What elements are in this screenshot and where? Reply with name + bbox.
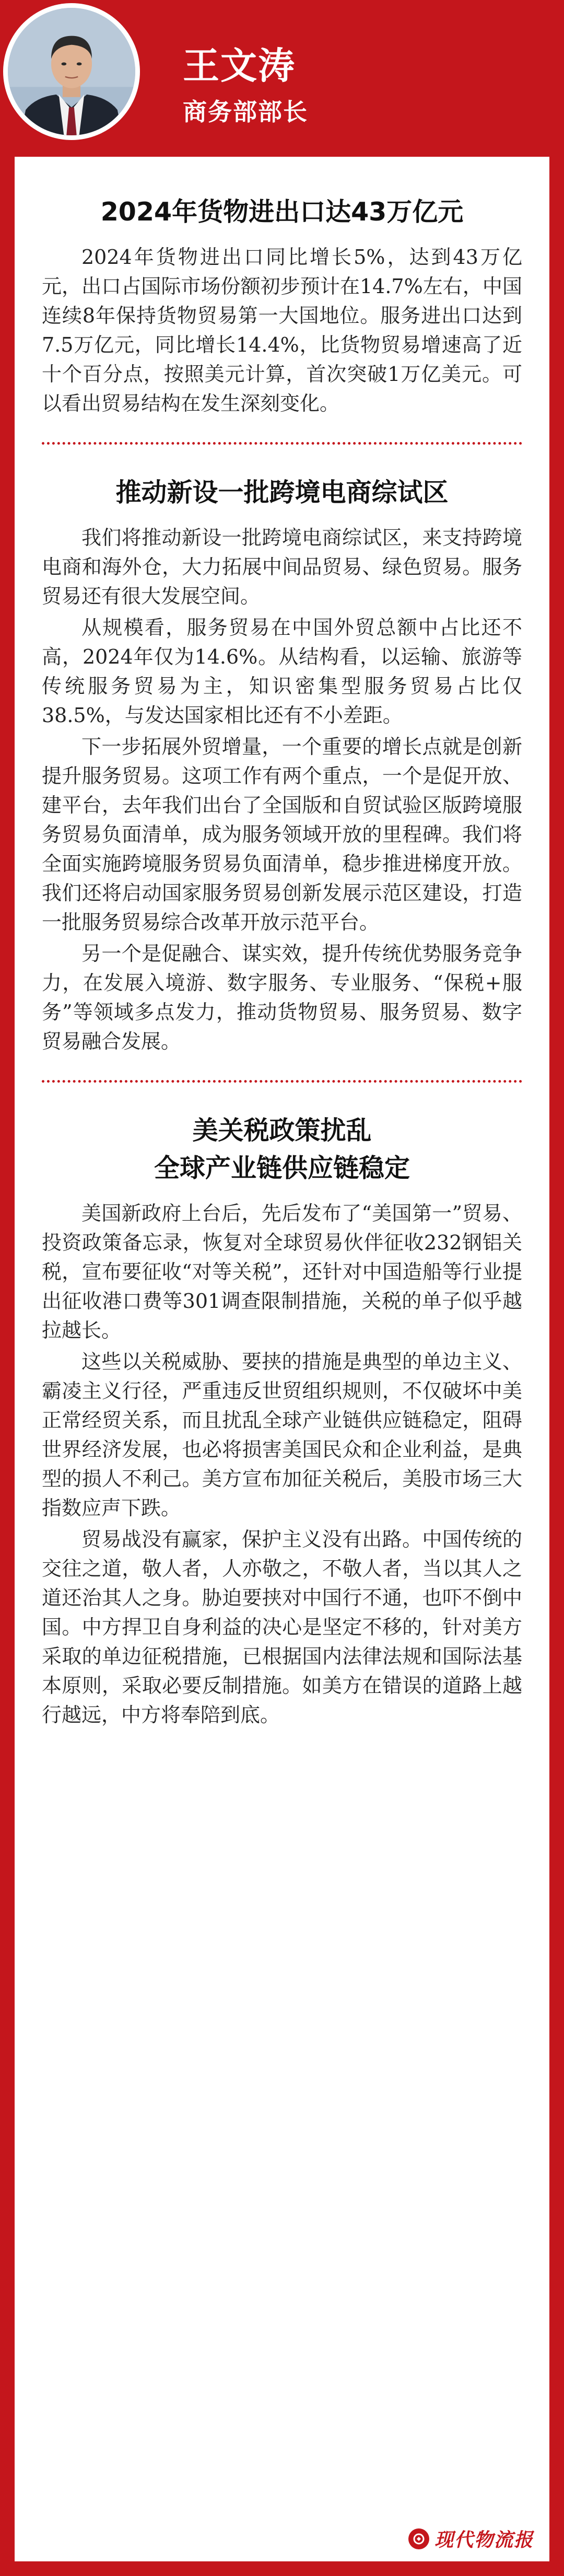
- section-us-tariff-policy: [42, 1112, 522, 1730]
- section-title-line: 全球产业链供应链稳定: [154, 1153, 410, 1183]
- section-goods-trade: [42, 193, 522, 418]
- dotted-divider: [42, 1080, 522, 1083]
- paragraph: 贸易战没有赢家，保护主义没有出路。中国传统的交往之道，敬人者，人亦敬之，不敬人者，当以其人之道还治其人之身。胁迫要挟对中国行不通，也吓不倒中国。中方捍卫自身利益的决心是坚定不移的，针对美方采取的单边征税措施，已根据国内法律法规和国际法基本原则，采取必要反制措施。如美方在错误的道路上越行越远，中方将奉陪到底。: [42, 1528, 522, 1726]
- section-title: [42, 1112, 522, 1187]
- dotted-divider: [42, 442, 522, 445]
- header-banner: [0, 0, 564, 157]
- paragraph: 我们将推动新设一批跨境电商综试区，来支持跨境电商和海外仓，大力拓展中间品贸易、绿色贸易。服务贸易还有很大发展空间。: [42, 526, 522, 608]
- section-title: [42, 474, 522, 512]
- section-cross-border-ecommerce: [42, 474, 522, 1056]
- section-title: [42, 193, 522, 231]
- speaker-photo: [8, 8, 135, 135]
- section-title-line: 美关税政策扰乱: [192, 1116, 372, 1145]
- section-title-line: 推动新设一批跨境电商综试区: [115, 478, 449, 507]
- paragraph: 这些以关税威胁、要挟的措施是典型的单边主义、霸凌主义行径，严重违反世贸组织规则，不仅破坏中美正常经贸关系，而且扰乱全球产业链供应链稳定，阻碍世界经济发展，也必将损害美国民众和企业利益，是典型的损人不利己。美方宣布加征关税后，美股市场三大指数应声下跌。: [42, 1350, 522, 1519]
- article-card: [15, 157, 549, 2561]
- paragraph: 美国新政府上台后，先后发布了“美国第一”贸易、投资政策备忘录，恢复对全球贸易伙伴征收232钢铝关税，宣布要征收“对等关税”，还针对中国造船等行业提出征收港口费等301调查限制措施，关税的单子似乎越拉越长。: [42, 1202, 522, 1342]
- paragraph: 从规模看，服务贸易在中国外贸总额中占比还不高，2024年仅为14.6%。从结构看，以运输、旅游等传统服务贸易为主，知识密集型服务贸易占比仅38.5%，与发达国家相比还有不小差距。: [42, 616, 522, 727]
- paragraph: 2024年货物进出口同比增长5%，达到43万亿元，出口占国际市场份额初步预计在14.7%左右，中国连续8年保持货物贸易第一大国地位。服务进出口达到7.5万亿元，同比增长14.4%，比货物贸易增速高了近十个百分点，按照美元计算，首次突破1万亿美元。可以看出贸易结构在发生深刻变化。: [42, 246, 522, 415]
- publisher-logo: [408, 2525, 534, 2552]
- speaker-name: 王文涛: [183, 44, 296, 87]
- portrait-illustration: [8, 8, 135, 135]
- newspaper-logo-icon: [408, 2528, 429, 2549]
- paragraph: 另一个是促融合、谋实效，提升传统优势服务竞争力，在发展入境游、数字服务、专业服务、“保税+服务”等领域多点发力，推动货物贸易、服务贸易、数字贸易融合发展。: [42, 942, 522, 1053]
- paragraph: 下一步拓展外贸增量，一个重要的增长点就是创新提升服务贸易。这项工作有两个重点，一个是促开放、建平台，去年我们出台了全国版和自贸试验区版跨境服务贸易负面清单，成为服务领域开放的里程碑。我们将全面实施跨境服务贸易负面清单，稳步推进梯度开放。我们还将启动国家服务贸易创新发展示范区建设，打造一批服务贸易综合改革开放示范平台。: [42, 735, 522, 934]
- publisher-name: 现代物流报: [434, 2529, 534, 2551]
- speaker-title: 商务部部长: [183, 98, 308, 126]
- speaker-avatar: [3, 3, 140, 140]
- section-title-line: 2024年货物进出口达43万亿元: [100, 197, 464, 227]
